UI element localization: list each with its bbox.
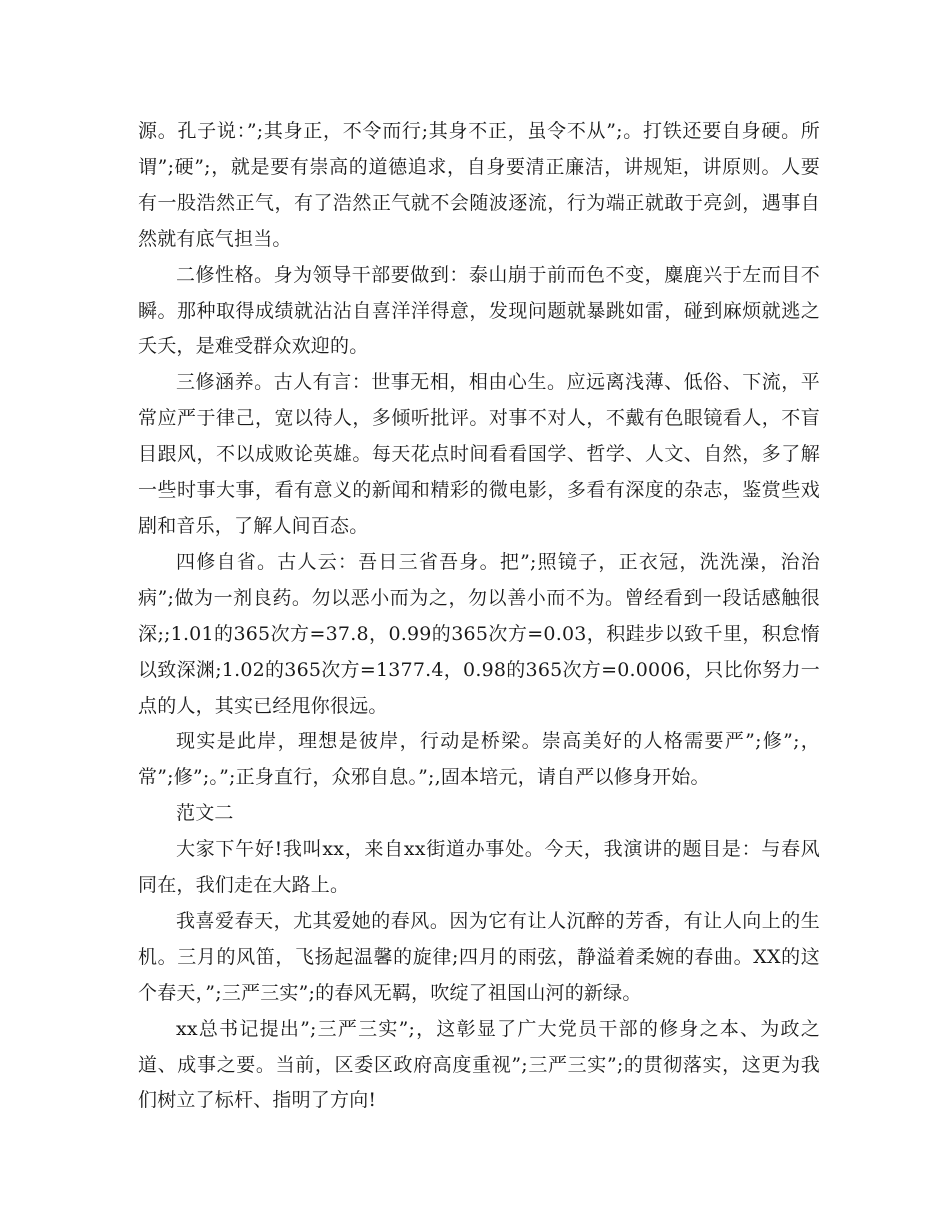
paragraph-character: 二修性格。身为领导干部要做到：泰山崩于前而色不变，麋鹿兴于左而目不瞬。那种取得成绩就沾沾自喜洋洋得意，发现问题就暴跳如雷，碰到麻烦就逃之夭夭，是难受群众欢迎的。 <box>138 263 820 358</box>
paragraph-cultivation: 三修涵养。古人有言：世事无相，相由心生。应远离浅薄、低俗、下流，平常应严于律己，宽以待人，多倾听批评。对事不对人，不戴有色眼镜看人，不盲目跟风，不以成败论英雄。每天花点时间看看国学、哲学、人文、自然，多了解一些时事大事，看有意义的新闻和精彩的微电影，多看有深度的杂志，鉴赏些戏剧和音乐，了解人间百态。 <box>138 371 820 537</box>
paragraph-self-reflection: 四修自省。古人云：吾日三省吾身。把”;照镜子，正衣冠，洗洗澡，治治病”;做为一剂良药。勿以恶小而为之，勿以善小而不为。曾经看到一段话感触很深;;1.01的365次方=37.8，0.99的365次方=0.03，积跬步以致千里，积怠惰以致深渊;1.02的365次方=1377.4，0.98的365次方=0.0006，只比你努力一点的人，其实已经甩你很远。 <box>138 550 820 717</box>
paragraph-conclusion: 现实是此岸，理想是彼岸，行动是桥梁。崇高美好的人格需要严”;修”;，常”;修”;。”;正身直行，众邪自息。”;,固本培元，请自严以修身开始。 <box>138 730 820 789</box>
paragraph-continued: 源。孔子说：”;其身正，不令而行;其身不正，虽令不从”;。打铁还要自身硬。所谓”;硬”;，就是要有崇高的道德追求，自身要清正廉洁，讲规矩，讲原则。人要有一股浩然正气，有了浩然正气就不会随波逐流，行为端正就敢于亮剑，遇事自然就有底气担当。 <box>138 120 820 250</box>
document-body <box>138 114 820 1119</box>
paragraph-greeting: 大家下午好!我叫xx，来自xx街道办事处。今天，我演讲的题目是：与春风同在，我们走在大路上。 <box>138 838 820 897</box>
paragraph-three-stricts: xx总书记提出”;三严三实”;，这彰显了广大党员干部的修身之本、为政之道、成事之要。当前，区委区政府高度重视”;三严三实”;的贯彻落实，这更为我们树立了标杆、指明了方向! <box>138 1017 820 1112</box>
section-heading: 范文二 <box>176 802 234 825</box>
paragraph-spring: 我喜爱春天，尤其爱她的春风。因为它有让人沉醉的芳香，有让人向上的生机。三月的风笛，飞扬起温馨的旋律;四月的雨弦，静溢着柔婉的春曲。XX的这个春天，”;三严三实”;的春风无羁，吹绽了祖国山河的新绿。 <box>138 909 820 1004</box>
